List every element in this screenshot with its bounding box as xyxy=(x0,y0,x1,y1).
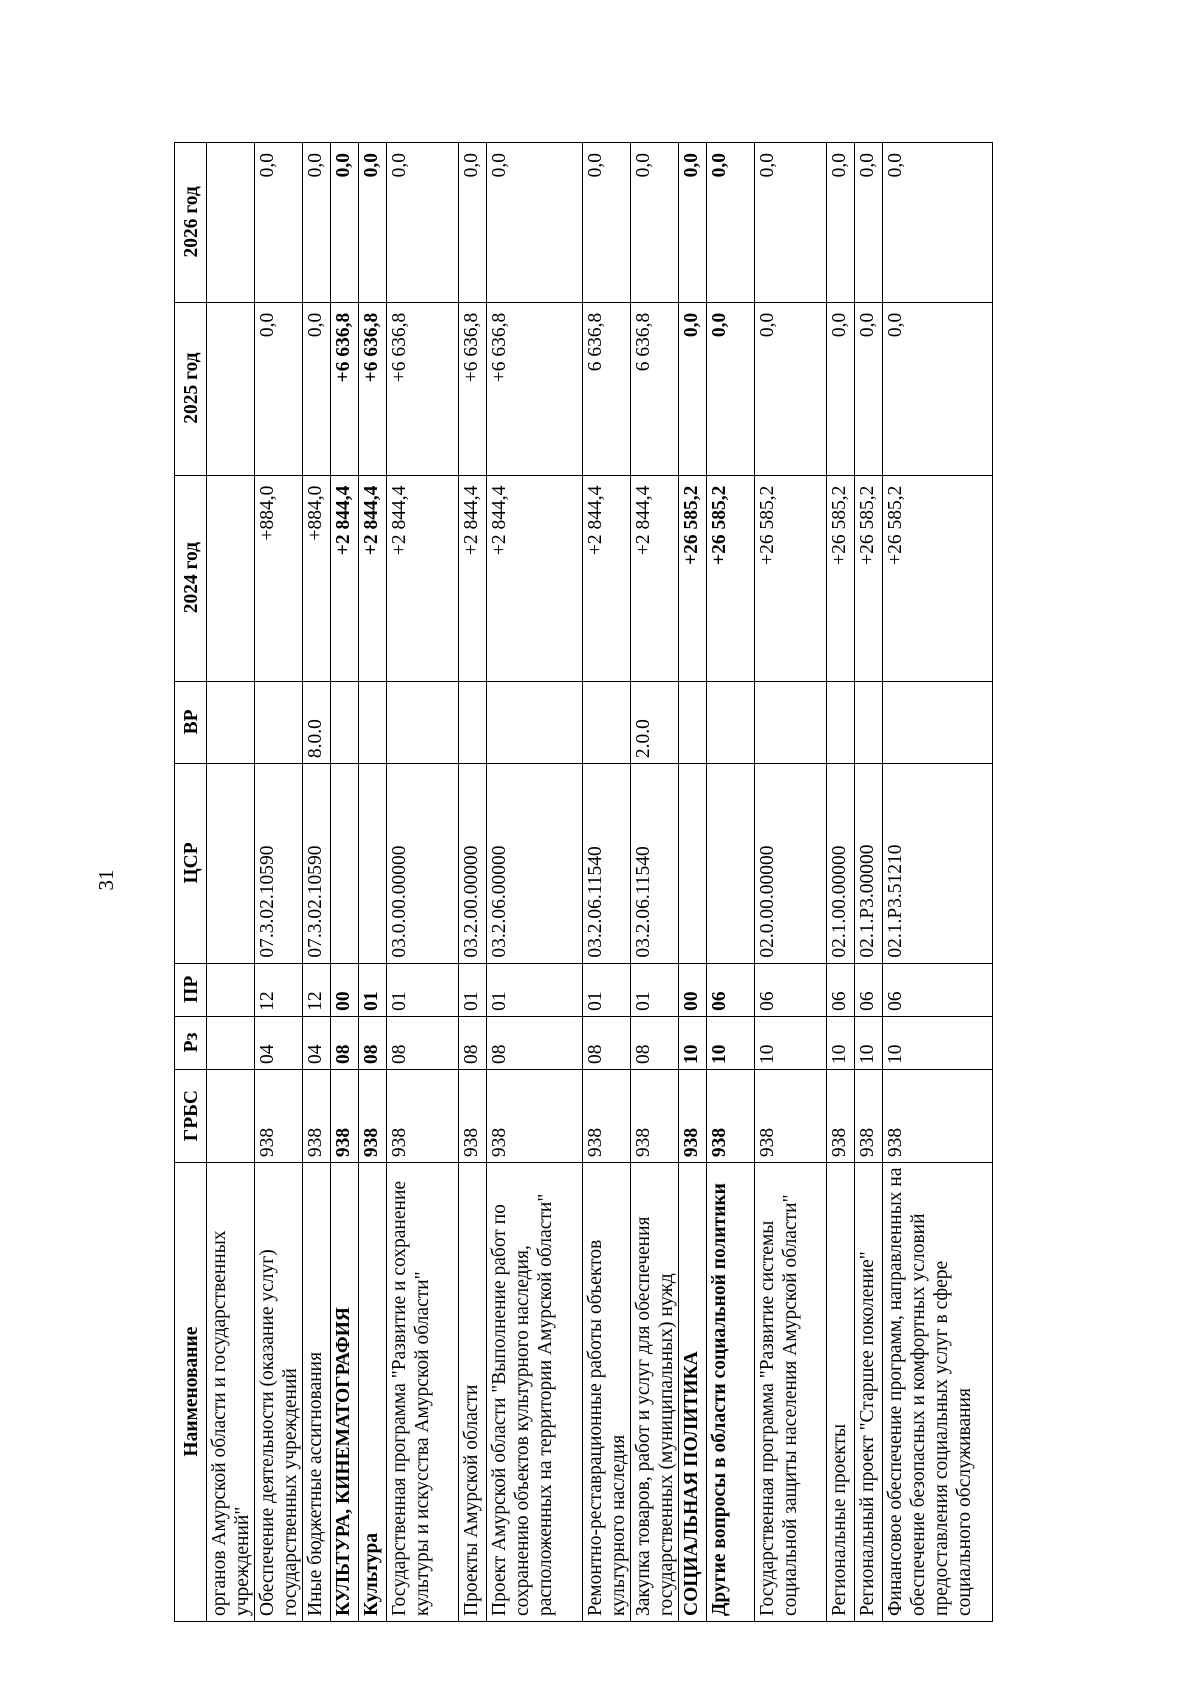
cell-y2026: 0,0 xyxy=(855,143,883,303)
cell-name: Финансовое обеспечение программ, направленных на обеспечение безопасных и комфортных условий предоставления социальных услуг в сфере социального обслуживания xyxy=(883,1163,993,1622)
cell-grbs: 938 xyxy=(331,1070,359,1163)
cell-name: Государственная программа "Развитие и сохранение культуры и искусства Амурской области" xyxy=(387,1163,459,1622)
cell-y2025: 0,0 xyxy=(255,302,303,475)
table-row xyxy=(359,143,387,1622)
cell-grbs: 938 xyxy=(487,1070,583,1163)
cell-grbs: 938 xyxy=(459,1070,487,1163)
cell-csr: 03.0.00.00000 xyxy=(387,764,459,964)
cell-name: Другие вопросы в области социальной политики xyxy=(707,1163,755,1622)
cell-rz: 08 xyxy=(459,1016,487,1069)
header-vr: ВР xyxy=(175,681,207,763)
cell-y2024: +2 844,4 xyxy=(487,475,583,681)
cell-csr: 02.1.00.00000 xyxy=(827,764,855,964)
table-row xyxy=(855,143,883,1622)
cell-pr: 01 xyxy=(459,963,487,1016)
cell-grbs: 938 xyxy=(631,1070,679,1163)
cell-y2026: 0,0 xyxy=(459,143,487,303)
cell-y2025: 0,0 xyxy=(707,302,755,475)
cell-y2024: +2 844,4 xyxy=(387,475,459,681)
cell-rz: 10 xyxy=(827,1016,855,1069)
cell-csr: 03.2.00.00000 xyxy=(459,764,487,964)
cell-name: Государственная программа "Развитие системы социальной защиты населения Амурской области" xyxy=(755,1163,827,1622)
cell-y2024: +884,0 xyxy=(255,475,303,681)
cell-name: СОЦИАЛЬНАЯ ПОЛИТИКА xyxy=(679,1163,707,1622)
table-row xyxy=(827,143,855,1622)
cell-rz: 08 xyxy=(583,1016,631,1069)
cell-rz: 10 xyxy=(707,1016,755,1069)
cell-rz: 04 xyxy=(303,1016,331,1069)
table-row xyxy=(387,143,459,1622)
cell-pr: 06 xyxy=(855,963,883,1016)
cell-grbs: 938 xyxy=(883,1070,993,1163)
cell-y2024: +2 844,4 xyxy=(359,475,387,681)
cell-y2026: 0,0 xyxy=(387,143,459,303)
cell-y2025: 0,0 xyxy=(883,302,993,475)
cell-vr xyxy=(487,681,583,763)
cell-name: Проекты Амурской области xyxy=(459,1163,487,1622)
cell-y2024: +26 585,2 xyxy=(855,475,883,681)
table-header-row xyxy=(175,143,207,1622)
table-row xyxy=(707,143,755,1622)
header-grbs: ГРБС xyxy=(175,1070,207,1163)
header-2025: 2025 год xyxy=(175,302,207,475)
cell-y2026: 0,0 xyxy=(359,143,387,303)
header-pr: ПР xyxy=(175,963,207,1016)
cell-y2025: 0,0 xyxy=(679,302,707,475)
cell-csr xyxy=(679,764,707,964)
cell-vr xyxy=(387,681,459,763)
cell-vr xyxy=(255,681,303,763)
cell-csr: 03.2.06.11540 xyxy=(631,764,679,964)
cell-rz: 10 xyxy=(855,1016,883,1069)
cell-rz xyxy=(207,1016,255,1069)
cell-csr: 07.3.02.10590 xyxy=(255,764,303,964)
table-row xyxy=(459,143,487,1622)
cell-rz: 04 xyxy=(255,1016,303,1069)
table-row xyxy=(631,143,679,1622)
cell-y2024 xyxy=(207,475,255,681)
cell-y2026 xyxy=(207,143,255,303)
cell-rz: 08 xyxy=(631,1016,679,1069)
header-2026: 2026 год xyxy=(175,143,207,303)
cell-csr: 03.2.06.00000 xyxy=(487,764,583,964)
cell-y2026: 0,0 xyxy=(631,143,679,303)
cell-csr xyxy=(707,764,755,964)
cell-csr xyxy=(207,764,255,964)
table-row xyxy=(331,143,359,1622)
cell-y2026: 0,0 xyxy=(755,143,827,303)
cell-pr: 01 xyxy=(487,963,583,1016)
cell-vr: 8.0.0 xyxy=(303,681,331,763)
cell-y2026: 0,0 xyxy=(303,143,331,303)
cell-y2025: 0,0 xyxy=(827,302,855,475)
cell-y2025 xyxy=(207,302,255,475)
cell-name: Обеспечение деятельности (оказание услуг) государственных учреждений xyxy=(255,1163,303,1622)
cell-y2025: +6 636,8 xyxy=(459,302,487,475)
cell-csr: 07.3.02.10590 xyxy=(303,764,331,964)
cell-grbs: 938 xyxy=(855,1070,883,1163)
cell-csr xyxy=(359,764,387,964)
cell-y2025: +6 636,8 xyxy=(331,302,359,475)
cell-grbs: 938 xyxy=(707,1070,755,1163)
table-row xyxy=(679,143,707,1622)
cell-grbs xyxy=(207,1070,255,1163)
cell-rz: 08 xyxy=(487,1016,583,1069)
table-row xyxy=(207,143,255,1622)
cell-vr xyxy=(855,681,883,763)
cell-y2026: 0,0 xyxy=(679,143,707,303)
header-rz: Рз xyxy=(175,1016,207,1069)
cell-y2025: 6 636,8 xyxy=(583,302,631,475)
table-row xyxy=(303,143,331,1622)
cell-rz: 08 xyxy=(359,1016,387,1069)
cell-csr: 02.1.P3.00000 xyxy=(855,764,883,964)
cell-rz: 10 xyxy=(679,1016,707,1069)
cell-name: Иные бюджетные ассигнования xyxy=(303,1163,331,1622)
cell-rz: 08 xyxy=(331,1016,359,1069)
cell-y2025: 0,0 xyxy=(755,302,827,475)
cell-y2024: +26 585,2 xyxy=(883,475,993,681)
cell-y2025: +6 636,8 xyxy=(359,302,387,475)
cell-y2024: +2 844,4 xyxy=(331,475,359,681)
cell-name: Проект Амурской области "Выполнение работ по сохранению объектов культурного наследия, расположенных на территории Амурской области" xyxy=(487,1163,583,1622)
cell-pr: 00 xyxy=(331,963,359,1016)
cell-y2024: +884,0 xyxy=(303,475,331,681)
rotated-table-container xyxy=(174,142,1024,1622)
cell-y2026: 0,0 xyxy=(827,143,855,303)
cell-vr xyxy=(883,681,993,763)
cell-name: органов Амурской области и государственных учреждений" xyxy=(207,1163,255,1622)
cell-rz: 10 xyxy=(755,1016,827,1069)
cell-vr xyxy=(331,681,359,763)
cell-vr xyxy=(583,681,631,763)
table-row xyxy=(583,143,631,1622)
cell-pr xyxy=(207,963,255,1016)
cell-pr: 12 xyxy=(303,963,331,1016)
cell-name: Региональный проект "Старшее поколение" xyxy=(855,1163,883,1622)
table-row xyxy=(487,143,583,1622)
cell-grbs: 938 xyxy=(359,1070,387,1163)
cell-y2025: 0,0 xyxy=(303,302,331,475)
cell-vr xyxy=(707,681,755,763)
table-row xyxy=(883,143,993,1622)
cell-y2024: +26 585,2 xyxy=(827,475,855,681)
cell-vr xyxy=(679,681,707,763)
cell-y2025: +6 636,8 xyxy=(387,302,459,475)
cell-grbs: 938 xyxy=(755,1070,827,1163)
cell-y2024: +26 585,2 xyxy=(707,475,755,681)
page-number: 31 xyxy=(94,869,118,891)
cell-y2026: 0,0 xyxy=(331,143,359,303)
cell-y2025: 0,0 xyxy=(855,302,883,475)
cell-y2025: +6 636,8 xyxy=(487,302,583,475)
cell-y2026: 0,0 xyxy=(583,143,631,303)
cell-name: КУЛЬТУРА, КИНЕМАТОГРАФИЯ xyxy=(331,1163,359,1622)
cell-y2024: +2 844,4 xyxy=(631,475,679,681)
table-row xyxy=(755,143,827,1622)
cell-pr: 06 xyxy=(755,963,827,1016)
budget-table xyxy=(174,142,993,1622)
cell-vr xyxy=(207,681,255,763)
header-csr: ЦСР xyxy=(175,764,207,964)
cell-csr: 02.0.00.00000 xyxy=(755,764,827,964)
header-2024: 2024 год xyxy=(175,475,207,681)
cell-pr: 01 xyxy=(387,963,459,1016)
cell-grbs: 938 xyxy=(827,1070,855,1163)
cell-y2024: +26 585,2 xyxy=(755,475,827,681)
cell-y2024: +2 844,4 xyxy=(459,475,487,681)
cell-pr: 12 xyxy=(255,963,303,1016)
cell-csr xyxy=(331,764,359,964)
cell-pr: 06 xyxy=(827,963,855,1016)
cell-csr: 02.1.P3.51210 xyxy=(883,764,993,964)
cell-vr xyxy=(755,681,827,763)
cell-pr: 06 xyxy=(883,963,993,1016)
cell-pr: 06 xyxy=(707,963,755,1016)
cell-grbs: 938 xyxy=(583,1070,631,1163)
cell-y2026: 0,0 xyxy=(487,143,583,303)
cell-name: Региональные проекты xyxy=(827,1163,855,1622)
cell-vr: 2.0.0 xyxy=(631,681,679,763)
cell-pr: 01 xyxy=(631,963,679,1016)
cell-vr xyxy=(459,681,487,763)
header-name: Наименование xyxy=(175,1163,207,1622)
cell-vr xyxy=(359,681,387,763)
cell-pr: 01 xyxy=(359,963,387,1016)
cell-y2025: 6 636,8 xyxy=(631,302,679,475)
cell-grbs: 938 xyxy=(255,1070,303,1163)
cell-grbs: 938 xyxy=(303,1070,331,1163)
cell-y2026: 0,0 xyxy=(255,143,303,303)
table-body xyxy=(207,143,993,1622)
cell-vr xyxy=(827,681,855,763)
cell-y2026: 0,0 xyxy=(707,143,755,303)
cell-csr: 03.2.06.11540 xyxy=(583,764,631,964)
cell-y2026: 0,0 xyxy=(883,143,993,303)
cell-pr: 00 xyxy=(679,963,707,1016)
cell-name: Культура xyxy=(359,1163,387,1622)
cell-rz: 08 xyxy=(387,1016,459,1069)
cell-grbs: 938 xyxy=(387,1070,459,1163)
table-row xyxy=(255,143,303,1622)
cell-y2024: +26 585,2 xyxy=(679,475,707,681)
cell-rz: 10 xyxy=(883,1016,993,1069)
cell-grbs: 938 xyxy=(679,1070,707,1163)
cell-name: Закупка товаров, работ и услуг для обеспечения государственных (муниципальных) нужд xyxy=(631,1163,679,1622)
cell-y2024: +2 844,4 xyxy=(583,475,631,681)
cell-pr: 01 xyxy=(583,963,631,1016)
cell-name: Ремонтно-реставрационные работы объектов культурного наследия xyxy=(583,1163,631,1622)
